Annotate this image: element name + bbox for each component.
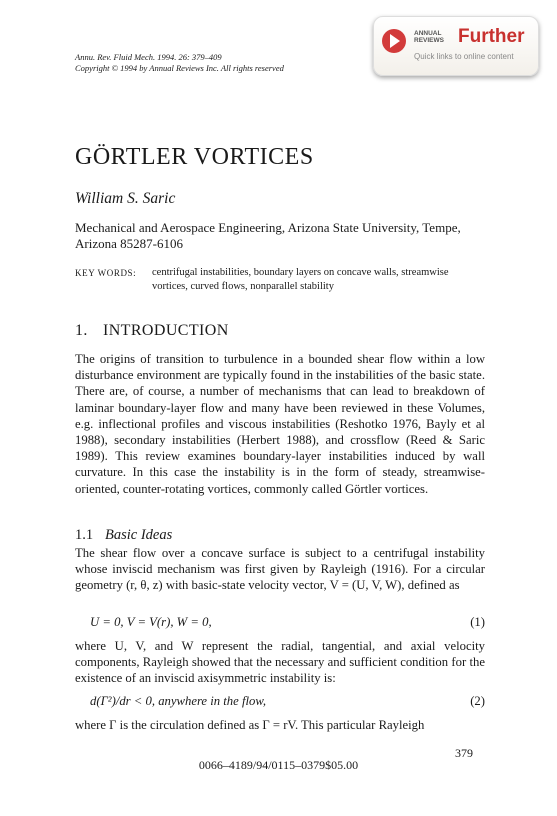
equation-1 [90,615,485,630]
equation-1-number: (1) [470,615,485,629]
play-icon [382,29,406,53]
section-title: INTRODUCTION [103,322,229,339]
journal-line: Annu. Rev. Fluid Mech. 1994. 26: 379–409 [75,52,222,62]
equation-1-body: U = 0, V = V(r), W = 0, [90,615,212,629]
page-number: 379 [455,746,473,760]
basic-ideas-paragraph-2: where U, V, and W represent the radial, tangential, and axial velocity components, Rayleigh showed that the necessary and sufficient condition for the existence of an inviscid axisymmetric instability is: [75,639,485,686]
keywords: centrifugal instabilities, boundary layers on concave walls, streamwise vortices, curved flows, nonparallel stability [152,267,449,292]
equation-2-body: d(Γ²)/dr < 0, anywhere in the flow, [90,694,267,708]
quick-links-text: Quick links to online content [414,52,514,61]
affiliation: Mechanical and Aerospace Engineering, Arizona State University, Tempe, Arizona 85287-6106 [75,220,461,251]
publisher-logo: ANNUAL REVIEWS [414,30,444,44]
copyright-line: Copyright © 1994 by Annual Reviews Inc. All rights reserved [75,63,284,73]
section-heading-introduction [75,322,229,340]
author-name: William S. Saric [75,190,176,207]
subsection-title: Basic Ideas [105,527,173,543]
journal-citation [75,52,284,74]
basic-ideas-paragraph-1: The shear flow over a concave surface is subject to a centrifugal instability whose inviscid mechanism was first given by Rayleigh (1916). For a circular geometry (r, θ, z) with basic-state velocity vector, V = (U, V, W), defined as [75,546,485,593]
further-badge[interactable] [373,16,539,76]
further-label: Further [458,26,525,47]
article-code: 0066–4189/94/0115–0379$05.00 [198,758,359,772]
keywords-label: KEY WORDS: [75,268,137,278]
equation-2-number: (2) [470,694,485,708]
article-title: GÖRTLER VORTICES [75,144,314,170]
introduction-paragraph: The origins of transition to turbulence in a bounded shear flow within a low disturbance environment are typically found in the instabilities of the basic state. There are, of course, a number of mechanisms that can lead to breakdown of laminar boundary-layer flow and many have been reviewed in these Volumes, e.g. inflectional profiles and viscous instabilities (Reshotko 1976, Bayly et al 1988), secondary instabilities (Herbert 1988), and crossflow (Reed & Saric 1989). This review examines boundary-layer instabilities induced by wall curvature. In this case the instability is in the form of steady, streamwise-oriented, counter-rotating vortices, commonly called Görtler vortices. [75,352,485,496]
section-number: 1. [75,322,88,339]
equation-2 [90,694,485,709]
subsection-number: 1.1 [75,527,94,543]
subsection-heading-basic-ideas [75,527,172,544]
basic-ideas-paragraph-3: where Γ is the circulation defined as Γ = rV. This particular Rayleigh [75,718,425,732]
